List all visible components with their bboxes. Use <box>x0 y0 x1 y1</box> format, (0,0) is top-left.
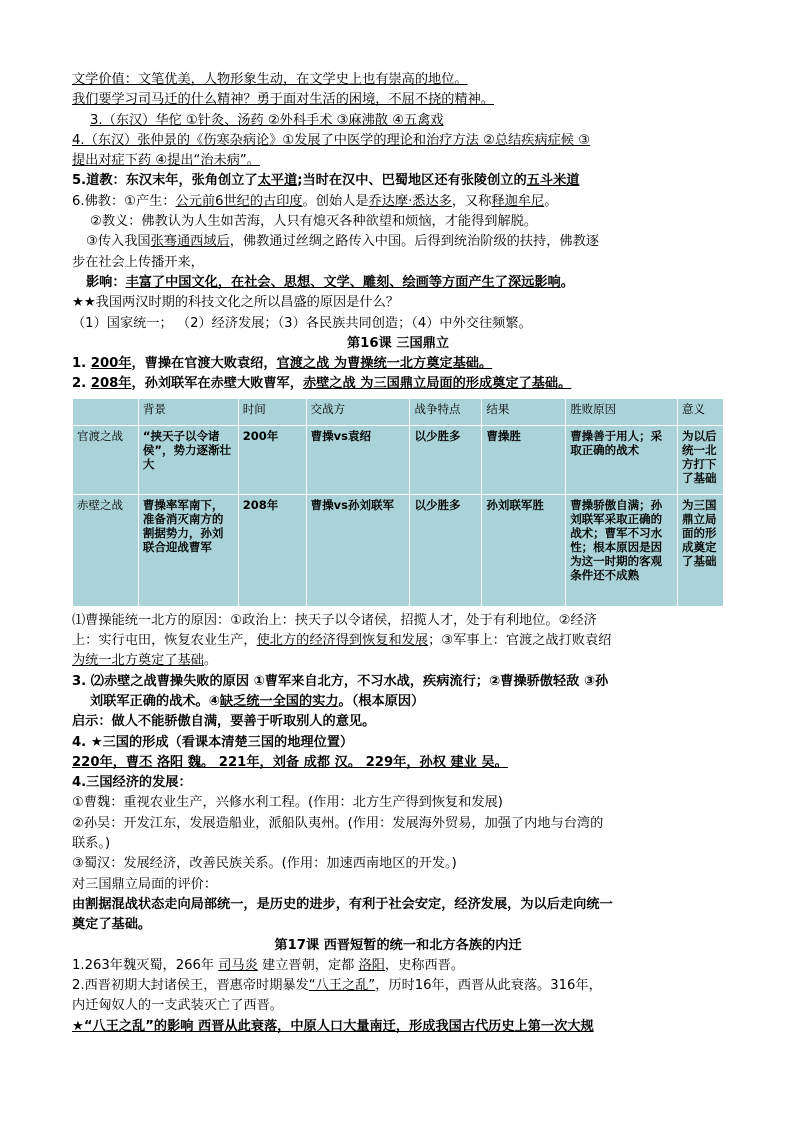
text-line: 5.道教：东汉末年，张角创立了太平道;当时在汉中、巴蜀地区还有张陵创立的五斗米道 <box>72 173 580 189</box>
table-row <box>73 425 724 494</box>
lesson-title: 第16课 三国鼎立 <box>346 335 450 351</box>
text-line: 步在社会上传播开来， <box>72 254 204 270</box>
table-header-cell: 意义 <box>678 398 724 425</box>
text-line: ★“八王之乱”的影响 西晋从此衰落，中原人口大量南迁，形成我国古代历史上第一次大规 <box>72 1018 594 1034</box>
battle-table <box>72 398 724 607</box>
text-line: ②教义：佛教认为人生如苦海，人只有熄灭各种欲望和烦恼，才能得到解脱。 <box>90 214 538 230</box>
table-cell: 以少胜多 <box>410 494 482 606</box>
table-header-cell: 交战方 <box>306 398 410 425</box>
table-header-row <box>73 398 724 425</box>
text-line: ①曹魏：重视农业生产，兴修水利工程。(作用：北方生产得到恢复和发展) <box>72 795 503 811</box>
text-line: 3. ⑵赤壁之战曹操失败的原因 ①曹军来自北方，不习水战，疾病流行；②曹操骄傲轻敌 ③孙 <box>72 673 609 689</box>
table-cell: 曹操vs孙刘联军 <box>306 494 410 606</box>
text-line: 2.西晋初期大封诸侯王，晋惠帝时期暴发“八王之乱”，历时16年，西晋从此衰落。316年， <box>72 978 602 994</box>
text-line: 3.（东汉）华佗 ①针灸、汤药 ②外科手术 ③麻沸散 ④五禽戏 <box>90 112 444 128</box>
table-cell: “挟天子以令诸侯”，势力逐渐壮大 <box>138 425 238 494</box>
text-line: 奠定了基础。 <box>72 917 152 933</box>
table-header-cell: 背景 <box>138 398 238 425</box>
lesson-title: 第17课 西晋短暂的统一和北方各族的内迁 <box>274 937 522 953</box>
table-cell: 曹操率军南下，准备消灭南方的割据势力，孙刘联合迎战曹军 <box>138 494 238 606</box>
text-line: 影响：丰富了中国文化，在社会、思想、文学、雕刻、绘画等方面产生了深远影响。 <box>86 274 574 290</box>
text-line: 提出对症下药 ④提出“治未病”。 <box>72 153 260 169</box>
table-cell: 赤壁之战 <box>73 494 139 606</box>
table-header-cell: 结果 <box>482 398 566 425</box>
text-line: 1. 200年，曹操在官渡大败袁绍，官渡之战 为曹操统一北方奠定基础。 <box>72 356 493 372</box>
text-line: 上：实行屯田，恢复农业生产，使北方的经济得到恢复和发展；③军事上：官渡之战打败袁绍 <box>72 633 612 649</box>
text-line: 1.263年魏灭蜀，266年 司马炎 建立晋朝，定都 洛阳，史称西晋。 <box>72 957 465 973</box>
text-line: 联系。) <box>72 836 111 852</box>
text-line: 2. 208年，孙刘联军在赤壁大败曹军，赤壁之战 为三国鼎立局面的形成奠定了基础。 <box>72 376 572 392</box>
text-line: ③蜀汉：发展经济，改善民族关系。(作用：加速西南地区的开发。) <box>72 856 457 872</box>
table-header-cell: 时间 <box>238 398 306 425</box>
text-line: 对三国鼎立局面的评价： <box>72 876 218 892</box>
table-cell: 200年 <box>238 425 306 494</box>
table-cell: 208年 <box>238 494 306 606</box>
document-page <box>72 70 724 1037</box>
table-cell: 曹操骄傲自满；孙刘联军采取正确的战术；曹军不习水性；根本原因是因为这一时期的客观条件还不成熟 <box>566 494 678 606</box>
text-line: 启示：做人不能骄傲自满，要善于听取别人的意见。 <box>72 714 376 730</box>
table-cell: 曹操善于用人；采取正确的战术 <box>566 425 678 494</box>
text-line: 4.三国经济的发展： <box>72 775 192 791</box>
text-line: ③传入我国张骞通西域后，佛教通过丝绸之路传入中国。后得到统治阶级的扶持，佛教逐 <box>86 234 599 250</box>
text-line: 文学价值：文笔优美，人物形象生动，在文学史上也有崇高的地位。 <box>72 72 468 87</box>
table-row <box>73 494 724 606</box>
table-header-cell <box>73 398 139 425</box>
text-line: 我们要学习司马迁的什么精神？勇于面对生活的困境，不屈不挠的精神。 <box>72 92 494 108</box>
table-cell: 为以后统一北方打下了基础 <box>678 425 724 494</box>
text-line: 刘联军正确的战术。④缺乏统一全国的实力。（根本原因） <box>90 693 425 709</box>
text-line: 4. ★三国的形成（看课本清楚三国的地理位置） <box>72 734 354 750</box>
text-line: ②孙吴：开发江东，发展造船业，派船队夷州。(作用：发展海外贸易，加强了内地与台湾的 <box>72 815 604 831</box>
text-line: 由割据混战状态走向局部统一，是历史的进步，有利于社会安定，经济发展，为以后走向统一 <box>72 896 613 912</box>
text-line: ⑴曹操能统一北方的原因：①政治上：挟天子以令诸侯，招揽人才，处于有利地位。②经济 <box>72 612 597 628</box>
text-line: 4.（东汉）张仲景的《伤寒杂病论》①发展了中医学的理论和治疗方法 ②总结疾病症候 ③ <box>72 132 590 148</box>
text-line: 为统一北方奠定了基础。 <box>72 653 218 669</box>
table-cell: 孙刘联军胜 <box>482 494 566 606</box>
table-cell: 曹操vs袁绍 <box>306 425 410 494</box>
text-line: 220年，曹丕 洛阳 魏。 221年，刘备 成都 汉。 229年，孙权 建业 吴。 <box>72 754 508 770</box>
text-line: （1）国家统一； （2）经济发展；（3）各民族共同创造；（4）中外交往频繁。 <box>72 315 532 331</box>
text-line: 内迁匈奴人的一支武装灭亡了西晋。 <box>72 998 283 1014</box>
table-cell: 曹操胜 <box>482 425 566 494</box>
text-line: ★★我国两汉时期的科技文化之所以昌盛的原因是什么？ <box>72 295 399 311</box>
table-cell: 以少胜多 <box>410 425 482 494</box>
text-line: 6.佛教：①产生：公元前6世纪的古印度。创始人是乔达摩·悉达多，又称释迦牟尼。 <box>72 193 558 209</box>
table-cell: 为三国鼎立局面的形成奠定了基础 <box>678 494 724 606</box>
table-header-cell: 胜败原因 <box>566 398 678 425</box>
table-cell: 官渡之战 <box>73 425 139 494</box>
table-header-cell: 战争特点 <box>410 398 482 425</box>
